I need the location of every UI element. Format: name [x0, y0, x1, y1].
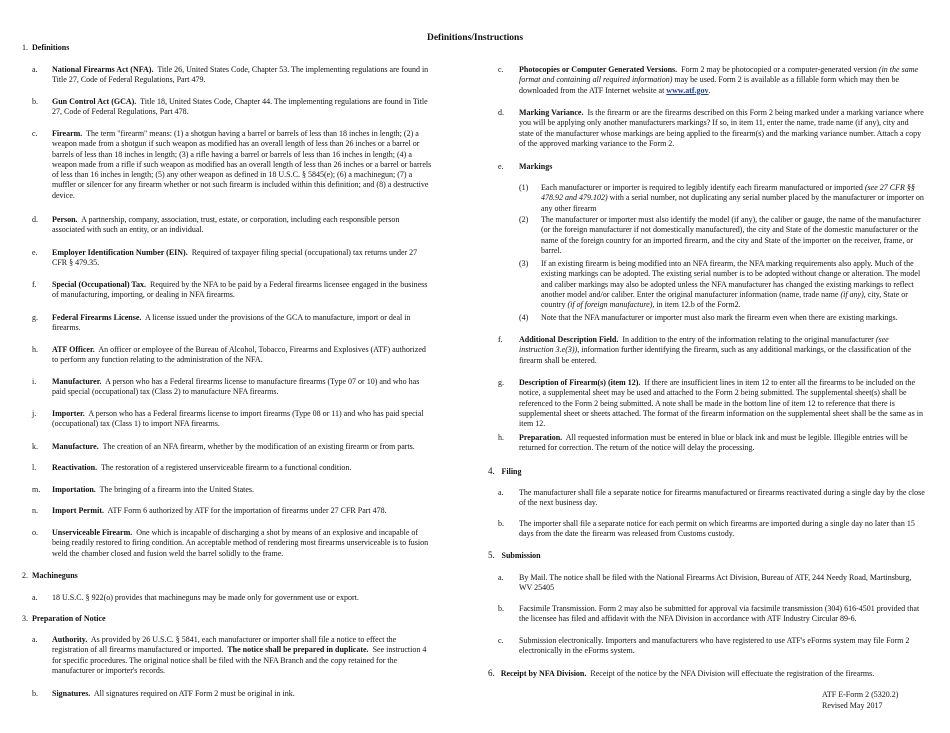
markings-1: (1) Each manufacturer or importer is required to legibly identify each firearm manufactured or imported (see 27 CFR §§ 478.92 and 479.102) with a serial number, not duplicating any serial number placed by the manufacturer or importer on any other firearm	[519, 183, 924, 213]
def-text: A license issued under the provisions of the GCA to manufacture, import or deal in firearms.	[52, 313, 411, 333]
def-term: Unserviceable Firearm.	[52, 528, 133, 537]
def-l: l. Reactivation. The restoration of a registered unserviceable firearm to a functional condition.	[32, 463, 352, 472]
def-c: c. Firearm. The term "firearm" means: (1) a shotgun having a barrel or barrels of less than 18 inches in length; (2) a weapon made from a shotgun if such weapon as modified has an overall length of less than 26 inches or a barrel or barrels of less than 18 inches in length; (3) a rifle having a barrel or barrels of less than 16 inches in length; (4) a weapon made from a rifle if such weapon as modified has an overall length of less than 26 inches or a barrel or barrels of less than 16 inches in length; (5) any other weapon as defined in 18 U.S.C. § 5845(e); (6) a machinegun; (7) a muffler or silencer for any firearm whether or not such firearm is included within this definition; and (8) a destructive device.	[32, 129, 432, 200]
def-text: One which is incapable of discharging a shot by means of an explosive and incapable of being readily restored to firing condition. An acceptable method of rendering most firearms unserviceable is to fusion weld the chamber closed and fusion weld the barrel solidly to the frame.	[52, 528, 429, 558]
def-n: n. Import Permit. ATF Form 6 authorized by ATF for the importation of firearms under 27 CFR Part 478.	[32, 506, 387, 515]
section-3-heading: 3. Preparation of Notice	[22, 614, 106, 623]
def-text: A person who has a Federal firearms license to import firearms (Type 08 or 11) and who has paid special (occupational) tax (Class 1) to import NFA firearms.	[52, 409, 424, 429]
section-number: 1.	[22, 43, 28, 52]
def-text: An officer or employee of the Bureau of Alcohol, Tobacco, Firearms and Explosives (ATF) authorized to perform any function relating to the administration of the NFA.	[52, 345, 426, 365]
def-term: Employer Identification Number (EIN).	[52, 248, 188, 257]
section-5-heading: 5. Submission	[488, 550, 541, 560]
def-o: o. Unserviceable Firearm. One which is incapable of discharging a shot by means of an explosive and incapable of being readily restored to firing condition. An acceptable method of rendering most firearms unserviceable is to fusion weld the chamber closed and fusion weld the barrel solidly to the frame.	[32, 528, 429, 558]
section-4-heading: 4. Filing	[488, 466, 522, 476]
def-h: h. ATF Officer. An officer or employee of the Bureau of Alcohol, Tobacco, Firearms and Explosives (ATF) authorized to perform any function relating to the administration of the NFA.	[32, 345, 426, 365]
def-d: d. Person. A partnership, company, association, trust, estate, or corporation, including each responsible person associated with such an entity, or an individual.	[32, 215, 400, 235]
section-6-heading: 6. Receipt by NFA Division. Receipt of the notice by the NFA Division will effectuate the registration of the firearms.	[488, 668, 875, 678]
def-term: Manufacturer.	[52, 377, 102, 386]
def-text: The term "firearm" means: (1) a shotgun having a barrel or barrels of less than 18 inches in length; (2) a weapon made from a shotgun if such weapon as modified has an overall length of less than 26 inches or a barrel or barrels of less than 18 inches in length; (3) a rifle having a barrel or barrels of less than 16 inches in length; (4) a weapon made from a rifle if such weapon as modified has an overall length of less than 26 inches or a barrel or barrels of less than 16 inches in length; (5) any other weapon as defined in 18 U.S.C. § 5845(e); (6) a machinegun; (7) a muffler or silencer for any firearm whether or not such firearm is included within this definition; and (8) a destructive device.	[52, 129, 432, 200]
def-m: m. Importation. The bringing of a firearm into the United States.	[32, 485, 255, 494]
form-footer	[822, 690, 898, 711]
def-j: j. Importer. A person who has a Federal firearms license to import firearms (Type 08 or 11) and who has paid special (occupational) tax (Class 1) to import NFA firearms.	[32, 409, 424, 429]
section-title: Definitions	[32, 43, 70, 52]
submission-a: a. By Mail. The notice shall be filed with the National Firearms Act Division, Bureau of ATF, 244 Needy Road, Martinsburg, WV 25405	[498, 573, 912, 593]
def-text: Title 26, United States Code, Chapter 53. The implementing regulations are found in Title 27, Code of Federal Regulations, Part 479.	[52, 65, 429, 85]
page-title: Definitions/Instructions	[426, 33, 524, 43]
preparation-g: g. Description of Firearm(s) (item 12). If there are insufficient lines in item 12 to enter all the firearms to be included on the notice, a supplemental sheet may be used and attached to the Form 2 being submitted. The supplemental sheet(s) shall be referenced to the Form 2 being submitted. A note shall be made in the bottom line of item 12 to reference that there is supplemental sheet or sheets attached. The format of the firearm information on the supplemental sheet shall be the same as in item 12.	[498, 378, 923, 429]
def-term: Reactivation.	[52, 463, 98, 472]
filing-a: a. The manufacturer shall file a separate notice for firearms manufactured or firearms reactivated during a single day by the close of the next business day.	[498, 488, 925, 508]
preparation-e: e. Markings	[498, 162, 553, 171]
def-term: Import Permit.	[52, 506, 104, 515]
def-term: Federal Firearms License.	[52, 313, 142, 322]
def-k: k. Manufacture. The creation of an NFA firearm, whether by the modification of an existing firearm or from parts.	[32, 442, 415, 451]
preparation-b: b. Signatures. All signatures required on ATF Form 2 must be original in ink.	[32, 689, 295, 698]
preparation-a: a. Authority. As provided by 26 U.S.C. § 5841, each manufacturer or importer shall file a notice to effect the registration of all firearms manufactured or imported. The notice shall be prepared in duplicate. See instruction 4 for specific procedures. The original notice shall be filed with the NFA Branch and the copy retained for the manufacturer or importer's records.	[32, 635, 427, 675]
section-2-heading: 2. Machineguns	[22, 571, 78, 580]
def-g: g. Federal Firearms License. A license issued under the provisions of the GCA to manufacture, import or deal in firearms.	[32, 313, 411, 333]
submission-b: b. Facsimile Transmission. Form 2 may also be submitted for approval via facsimile transmission (304) 616-4501 provided that the licensee has filed and affidavit with the NFA Division in accordance with ATF Industry Circular 89-6.	[498, 604, 920, 624]
def-term: National Firearms Act (NFA).	[52, 65, 154, 74]
def-text: The restoration of a registered unserviceable firearm to a functional condition.	[100, 463, 352, 472]
preparation-c: c. Photocopies or Computer Generated Versions. Form 2 may be photocopied or a computer-generated version (in the same format and containing all required information) may be used. Form 2 is available as a fillable form which may then be downloaded from the ATF Internet website at www.atf.gov.	[498, 65, 919, 95]
def-term: Person.	[52, 215, 78, 224]
atf-website-link[interactable]: www.atf.gov	[666, 85, 709, 95]
revision-date: Revised May 2017	[822, 700, 883, 710]
def-term: Manufacture.	[52, 442, 99, 451]
preparation-h: h. Preparation. All requested information must be entered in blue or black ink and must be legible. Illegible entries will be returned for correction. The return of the notice will delay the processing.	[498, 433, 908, 453]
def-term: Importer.	[52, 409, 85, 418]
machineguns-a: a. 18 U.S.C. § 922(o) provides that machineguns may be made only for government use or export.	[32, 593, 359, 602]
def-term: Importation.	[52, 485, 96, 494]
filing-b: b. The importer shall file a separate notice for each permit on which firearms are imported during a single day no later than 15 days from the date the firearm was released from Customs custody.	[498, 519, 915, 539]
def-text: The creation of an NFA firearm, whether by the modification of an existing firearm or from parts.	[102, 442, 415, 451]
preparation-d: d. Marking Variance. Is the firearm or are the firearms described on this Form 2 being marked under a marking variance where you will be applying only another manufacturers markings? If so, in item 11, enter the name, trade name (if any), city and state of the manufacturer whose markings are being applied to the firearm(s) and the marking variance number. Attach a copy of the approved marking variance to the Form 2.	[498, 108, 924, 148]
def-text: ATF Form 6 authorized by ATF for the importation of firearms under 27 CFR Part 478.	[107, 506, 387, 515]
markings-2: (2) The manufacturer or importer must also identify the model (if any), the caliber or gauge, the name of the manufacturer (or the foreign manufacturer if not domestically manufactured), the city and State of the domestic manufacturer or the name of the foreign country for an imported firearm, and the city and State of the importer on the receiver, frame, or barrel.	[519, 215, 921, 255]
def-term: ATF Officer.	[52, 345, 95, 354]
def-a: a. National Firearms Act (NFA). Title 26, United States Code, Chapter 53. The implementing regulations are found in Title 27, Code of Federal Regulations, Part 479.	[32, 65, 429, 85]
def-term: Firearm.	[52, 129, 83, 138]
def-text: Required by the NFA to be paid by a Federal firearms licensee engaged in the business of manufacturing, importing, or dealing in NFA firearms.	[52, 280, 428, 300]
markings-3: (3) If an existing firearm is being modified into an NFA firearm, the NFA marking requirements also apply. Much of the existing markings can be adopted. The existing serial number is to be adopted without change or alteration. The model and caliber markings may also be adopted unless the NFA manufacturer has changed the existing markings to reflect another model and/or caliber. Enter the original manufacturer information (name, trade name (if any), city, State or country (if of foreign manufacture), in item 12.b of the Form2.	[519, 259, 921, 310]
def-text: A person who has a Federal firearms license to manufacture firearms (Type 07 or 10) and who has paid special (occupational) tax (Class 2) to manufacture NFA firearms.	[52, 377, 420, 397]
def-text: Required of taxpayer filing special (occupational) tax returns under 27 CFR § 479.35.	[52, 248, 418, 268]
section-1-heading	[22, 43, 69, 53]
def-text: The bringing of a firearm into the United States.	[99, 485, 255, 494]
markings-4: (4) Note that the NFA manufacturer or importer must also mark the firearm even when there are existing markings.	[519, 313, 898, 322]
def-f: f. Special (Occupational) Tax. Required by the NFA to be paid by a Federal firearms licensee engaged in the business of manufacturing, importing, or dealing in NFA firearms.	[32, 280, 428, 300]
preparation-f: f. Additional Description Field. In addition to the entry of the information relating to the original manufacturer (see instruction 3.e(3)), information further identifying the firearm, such as any additional markings, or the classification of the firearm shall be entered.	[498, 335, 911, 365]
def-term: Special (Occupational) Tax.	[52, 280, 147, 289]
def-text: A partnership, company, association, trust, estate, or corporation, including each responsible person associated with such an entity, or an individual.	[52, 215, 400, 235]
def-i: i. Manufacturer. A person who has a Federal firearms license to manufacture firearms (Type 07 or 10) and who has paid special (occupational) tax (Class 2) to manufacture NFA firearms.	[32, 377, 420, 397]
def-text: Title 18, United States Code, Chapter 44. The implementing regulations are found in Title 27, Code of Federal Regulations, Part 478.	[52, 97, 428, 117]
def-e: e. Employer Identification Number (EIN). Required of taxpayer filing special (occupational) tax returns under 27 CFR § 479.35.	[32, 248, 418, 268]
def-b: b. Gun Control Act (GCA). Title 18, United States Code, Chapter 44. The implementing regulations are found in Title 27, Code of Federal Regulations, Part 478.	[32, 97, 428, 117]
def-term: Gun Control Act (GCA).	[52, 97, 137, 106]
form-number: ATF E-Form 2 (5320.2)	[822, 690, 899, 699]
submission-c: c. Submission electronically. Importers and manufacturers who have registered to use ATF's eForms system may file Form 2 electronically in the eForms system.	[498, 636, 910, 656]
